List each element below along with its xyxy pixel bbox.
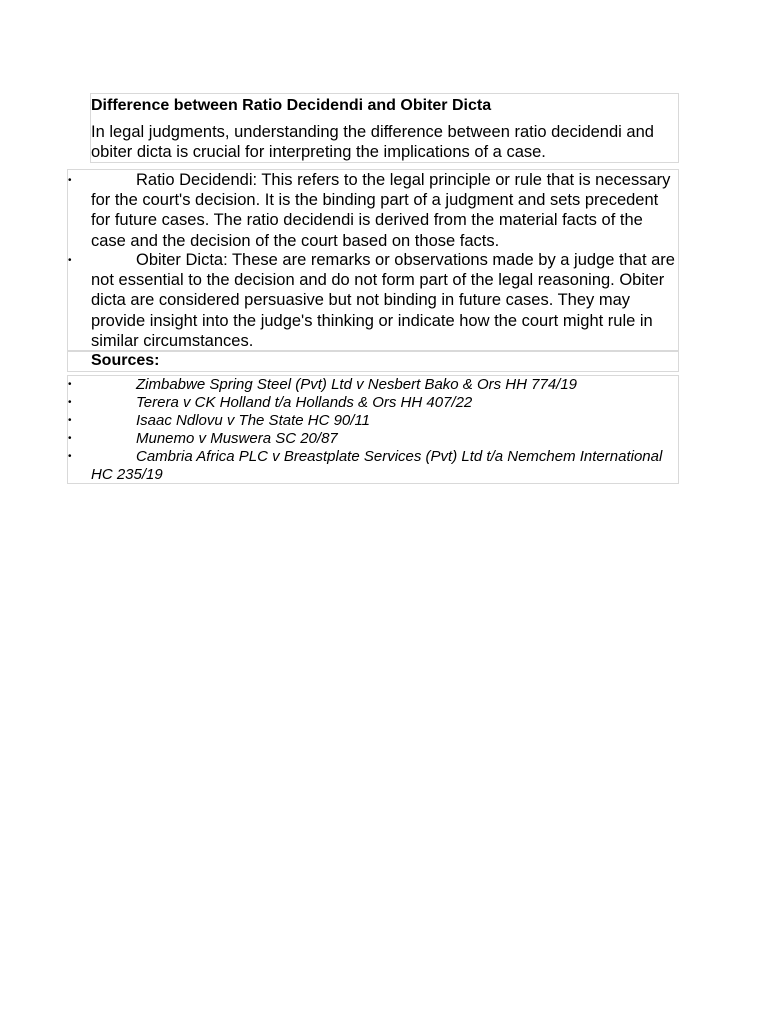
document-title: Difference between Ratio Decidendi and Obiter Dicta [91, 97, 492, 114]
sources-list [67, 375, 679, 484]
bullet-icon: • [68, 397, 72, 408]
sources-heading: Sources: [91, 352, 160, 369]
bullet-icon: • [68, 255, 72, 266]
source-citation: Munemo v Muswera SC 20/87 [136, 430, 338, 447]
intro-paragraph: In legal judgments, understanding the difference between ratio decidendi and obiter dicta is crucial for interpreting the implications of a case. [91, 123, 654, 161]
intro-section [90, 93, 679, 163]
bullet-icon: • [68, 175, 72, 186]
sources-heading-box [67, 351, 679, 372]
source-citation: Zimbabwe Spring Steel (Pvt) Ltd v Nesbert Bako & Ors HH 774/19 [136, 376, 578, 393]
definitions-list [67, 169, 679, 351]
source-citation: Terera v CK Holland t/a Hollands & Ors HH 407/22 [136, 394, 473, 411]
bullet-icon: • [68, 415, 72, 426]
bullet-icon: • [68, 379, 72, 390]
source-citation: Isaac Ndlovu v The State HC 90/11 [136, 412, 371, 429]
source-citation: Cambria Africa PLC v Breastplate Services (Pvt) Ltd t/a Nemchem International HC 235/19 [91, 448, 663, 483]
definition-text: Ratio Decidendi: This refers to the legal principle or rule that is necessary for the court's decision. It is the binding part of a judgment and sets precedent for future cases. The ratio decidendi is derived from the material facts of the case and the decision of the court based on those facts. [91, 171, 671, 250]
bullet-icon: • [68, 451, 72, 462]
definition-text: Obiter Dicta: These are remarks or observations made by a judge that are not essential to the decision and do not form part of the legal reasoning. Obiter dicta are considered persuasive but not binding in future cases. They may provide insight into the judge's thinking or indicate how the court might rule in similar circumstances. [91, 251, 675, 350]
bullet-icon: • [68, 433, 72, 444]
